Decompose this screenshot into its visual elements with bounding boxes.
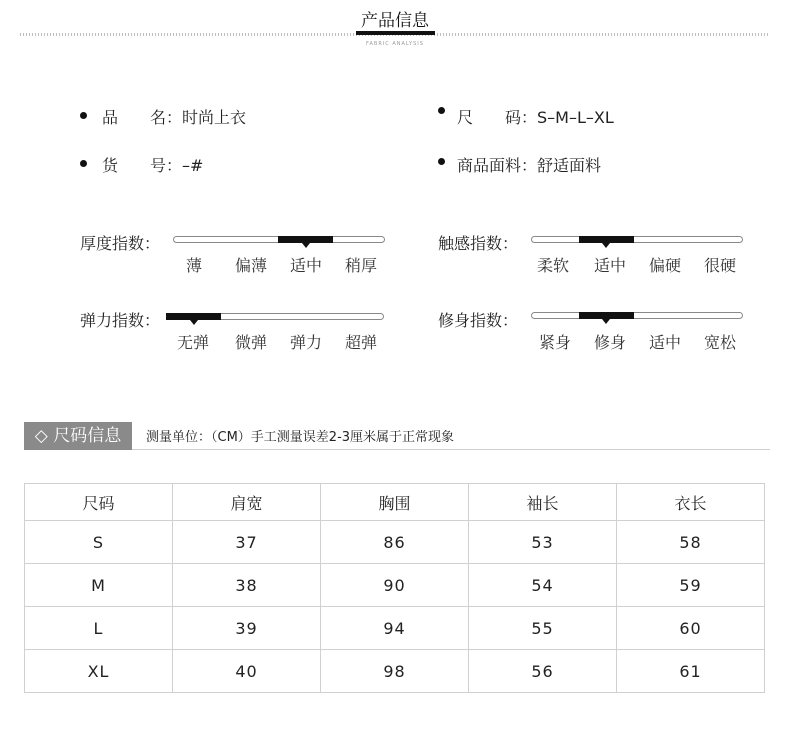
size-info-divider: [132, 449, 770, 450]
table-cell: 37: [173, 521, 321, 564]
table-cell: 53: [469, 521, 617, 564]
touch-option: 很硬: [703, 256, 736, 275]
info-size-label: 尺 码：: [457, 108, 538, 127]
size-info-note: 测量单位：（CM）手工测量误差2-3厘米属于正常现象: [146, 430, 455, 445]
table-cell: S: [25, 521, 173, 564]
fit-scale-marker: [579, 312, 634, 319]
table-cell: 39: [173, 607, 321, 650]
info-item-no: [102, 153, 203, 176]
touch-option: 偏硬: [648, 256, 681, 275]
table-cell: 98: [321, 650, 469, 693]
bullet-icon: [438, 107, 445, 114]
size-table-header: 胸围: [321, 484, 469, 521]
touch-scale-marker: [579, 236, 634, 243]
fit-option: 适中: [648, 333, 681, 352]
table-cell: M: [25, 564, 173, 607]
table-row: [25, 607, 765, 650]
table-cell: 61: [617, 650, 765, 693]
thickness-option: 薄: [185, 256, 202, 275]
table-cell: 90: [321, 564, 469, 607]
info-fabric-label: 商品面料：: [457, 156, 538, 175]
fit-option: 紧身: [538, 333, 571, 352]
bullet-icon: [80, 160, 87, 167]
size-table-header: 袖长: [469, 484, 617, 521]
size-table-header-row: [25, 484, 765, 521]
info-name-value: 时尚上衣: [182, 108, 247, 127]
table-cell: 94: [321, 607, 469, 650]
table-cell: 59: [617, 564, 765, 607]
size-table: [24, 483, 765, 693]
elasticity-option: 微弹: [234, 333, 267, 352]
info-item-no-value: –#: [182, 156, 204, 175]
table-cell: 60: [617, 607, 765, 650]
size-table-header: 尺码: [25, 484, 173, 521]
page-subtitle: FABRIC ANALYSIS: [366, 41, 424, 47]
thickness-option: 偏薄: [234, 256, 267, 275]
thickness-scale-marker: [278, 236, 333, 243]
elasticity-scale-label: 弹力指数：: [80, 311, 161, 330]
info-name-label: 品 名：: [102, 108, 183, 127]
elasticity-option: 弹力: [289, 333, 322, 352]
fit-scale-track: [531, 312, 743, 319]
info-name: [102, 105, 246, 128]
table-cell: L: [25, 607, 173, 650]
table-cell: 40: [173, 650, 321, 693]
bullet-icon: [438, 158, 445, 165]
touch-scale-label: 触感指数：: [438, 234, 519, 253]
fit-option: 修身: [593, 333, 626, 352]
table-cell: 86: [321, 521, 469, 564]
table-cell: 58: [617, 521, 765, 564]
table-row: [25, 650, 765, 693]
thickness-scale-label: 厚度指数：: [80, 234, 161, 253]
size-info-tag: ◇ 尺码信息: [24, 422, 132, 450]
touch-option: 适中: [593, 256, 626, 275]
bullet-icon: [80, 112, 87, 119]
table-cell: 54: [469, 564, 617, 607]
page-title: 产品信息: [361, 11, 429, 31]
pointer-icon: [602, 319, 610, 324]
thickness-option: 适中: [289, 256, 322, 275]
info-fabric: [457, 153, 601, 176]
touch-scale-track: [531, 236, 743, 243]
table-row: [25, 521, 765, 564]
table-cell: 38: [173, 564, 321, 607]
table-row: [25, 564, 765, 607]
info-size-value: S–M–L–XL: [537, 108, 614, 127]
thickness-option: 稍厚: [344, 256, 377, 275]
table-cell: 55: [469, 607, 617, 650]
pointer-icon: [190, 320, 198, 325]
pointer-icon: [302, 243, 310, 248]
table-cell: XL: [25, 650, 173, 693]
info-fabric-value: 舒适面料: [537, 156, 602, 175]
size-table-header: 肩宽: [173, 484, 321, 521]
title-underline: [356, 31, 435, 35]
touch-option: 柔软: [536, 256, 569, 275]
table-cell: 56: [469, 650, 617, 693]
fit-option: 宽松: [703, 333, 736, 352]
fit-scale-label: 修身指数：: [438, 311, 519, 330]
elasticity-scale-marker: [166, 313, 221, 320]
info-size: [457, 105, 614, 128]
elasticity-option: 无弹: [176, 333, 209, 352]
pointer-icon: [602, 243, 610, 248]
info-item-no-label: 货 号：: [102, 156, 183, 175]
elasticity-option: 超弹: [344, 333, 377, 352]
size-table-header: 衣长: [617, 484, 765, 521]
